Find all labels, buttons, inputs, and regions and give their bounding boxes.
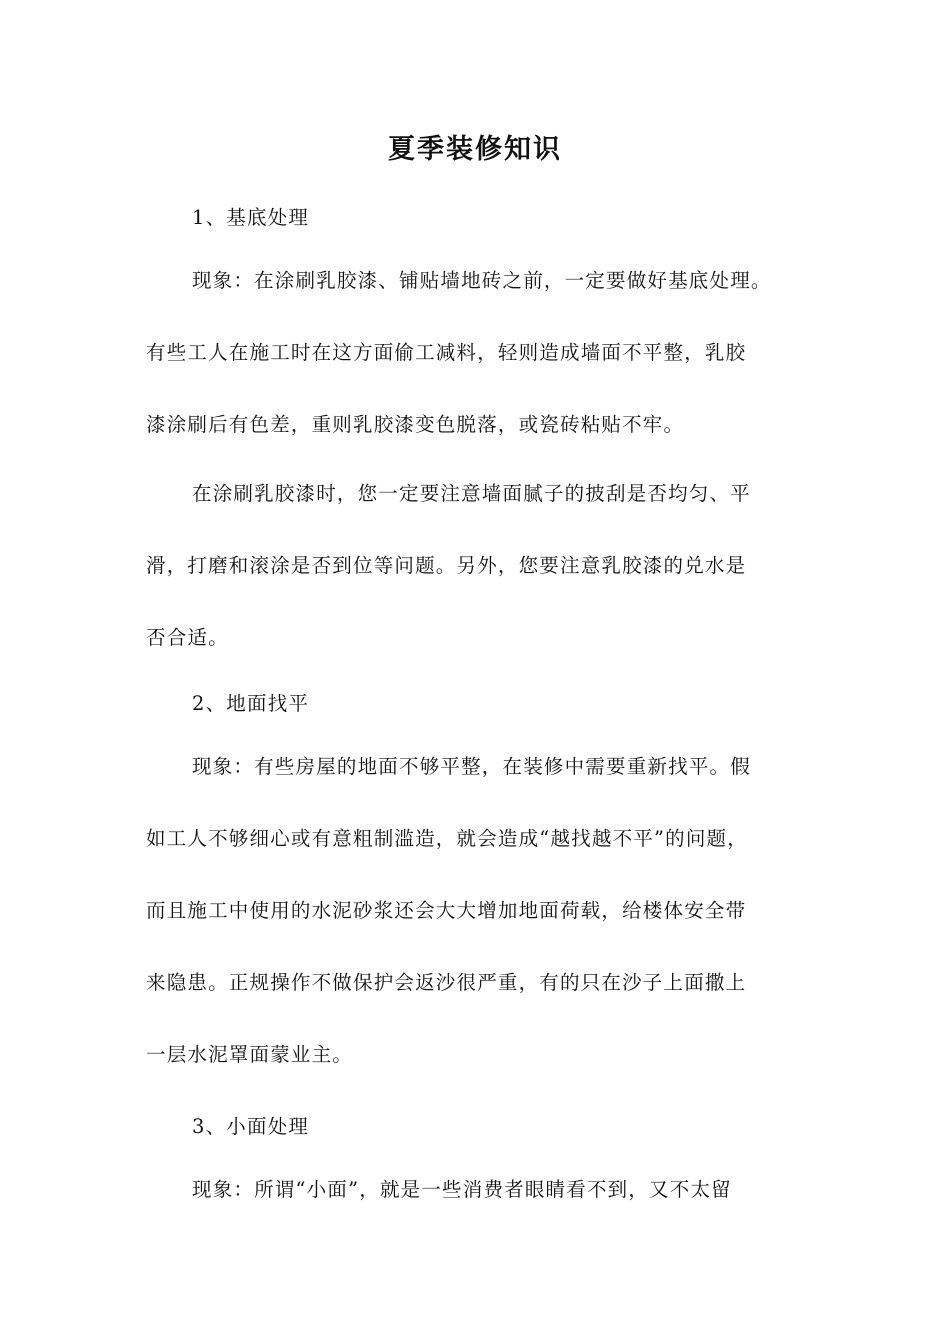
text-line: 在涂刷乳胶漆时，您一定要注意墙面腻子的披刮是否均匀、平 xyxy=(192,482,751,505)
paragraph xyxy=(146,458,806,674)
text-line: 漆涂刷后有色差，重则乳胶漆变色脱落，或瓷砖粘贴不牢。 xyxy=(146,413,685,436)
text-line: 而且施工中使用的水泥砂浆还会大大增加地面荷载，给楼体安全带 xyxy=(146,899,747,922)
text-line: 有些工人在施工时在这方面偷工减料，轻则造成墙面不平整，乳胶 xyxy=(146,341,747,364)
document-title: 夏季装修知识 xyxy=(388,134,562,165)
text-line: 现象：在涂刷乳胶漆、铺贴墙地砖之前，一定要做好基底处理。 xyxy=(192,269,772,292)
text-line: 如工人不够细心或有意粗制滥造，就会造成“越找越不平”的问题， xyxy=(146,827,748,850)
paragraph xyxy=(146,731,806,1091)
section-heading: 3、小面处理 xyxy=(192,1115,310,1138)
text-line: 现象：所谓“小面”，就是一些消费者眼睛看不到，又不太留 xyxy=(192,1178,732,1201)
text-line: 现象：有些房屋的地面不够平整，在装修中需要重新找平。假 xyxy=(192,755,751,778)
section-heading: 1、基底处理 xyxy=(192,206,310,229)
text-line: 滑，打磨和滚涂是否到位等问题。另外，您要注意乳胶漆的兑水是 xyxy=(146,554,747,577)
text-line: 来隐患。正规操作不做保护会返沙很严重，有的只在沙子上面撒上 xyxy=(146,971,747,994)
text-line: 一层水泥罩面蒙业主。 xyxy=(146,1043,354,1066)
paragraph xyxy=(146,245,806,461)
paragraph xyxy=(146,1154,806,1226)
text-line: 否合适。 xyxy=(146,626,229,649)
section-heading: 2、地面找平 xyxy=(192,692,310,715)
